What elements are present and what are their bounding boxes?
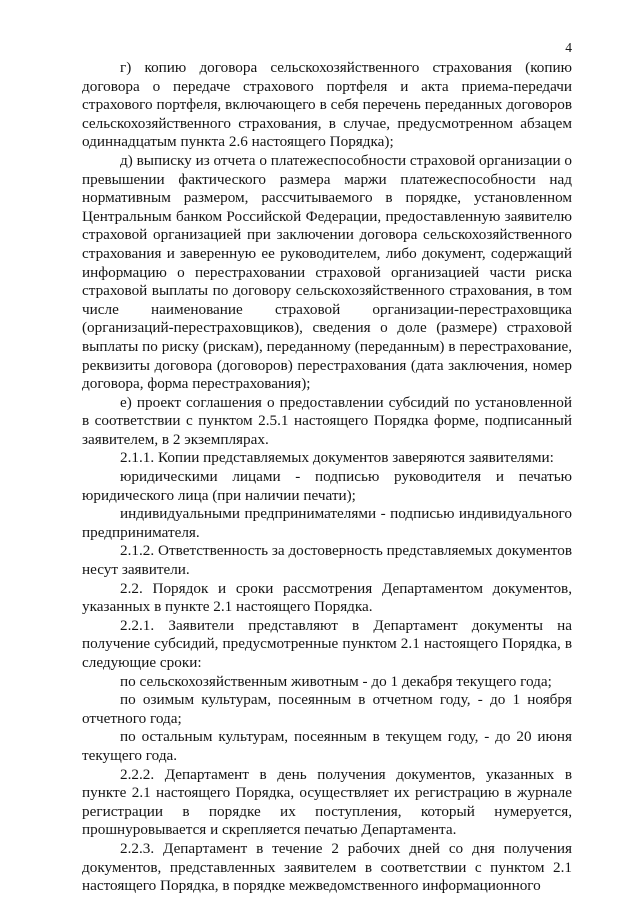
paragraph-2-2-3: 2.2.3. Департамент в течение 2 рабочих дней со дня получения документов, представленных заявителем в соответствии с пунктом 2.1 настоящего Порядка, в порядке межведомственного информационного (82, 839, 572, 895)
paragraph-animals-deadline: по сельскохозяйственным животным - до 1 декабря текущего года; (120, 672, 552, 690)
paragraph-2-1-2: 2.1.2. Ответственность за достоверность представляемых документов несут заявители. (82, 542, 572, 579)
paragraph-item-g: г) копию договора сельскохозяйственного страхования (копию договора о передаче страхового портфеля и акта приема-передачи страхового портфеля, включающего в себя перечень переданных договоров сельскохозяйственного страхования, в случае, предусмотренном абзацем одиннадцатым пункта 2.6 настоящего Порядка); (82, 59, 572, 151)
page-number: 4 (565, 40, 572, 55)
paragraph-item-d: д) выписку из отчета о платежеспособности страховой организации о превышении фактического размера маржи платежеспособности над нормативным размером, рассчитываемого в порядке, установленном Центральным банком Российской Федерации, предоставленную заявителю страховой организацией при заключении договора сельскохозяйственного страхования и заверенную ее руководителем, либо документ, содержащий информацию о перестраховании страховой организацией части риска страховой выплаты по договору сельскохозяйственного страхования, в том числе наименование страховой организации-перестраховщика (организаций-перестраховщиков), сведения о доле (размере) страховой выплаты по риску (рискам), переданному (переданным) в перестрахование, реквизиты договора (договоров) перестрахования (дата заключения, номер договора, форма перестрахования); (82, 151, 572, 393)
paragraph-2-2-2: 2.2.2. Департамент в день получения документов, указанных в пункте 2.1 настоящего Порядка, осуществляет их регистрацию в журнале регистрации в порядке их поступления, который нумеруется, прошнуровывается и скрепляется печатью Департамента. (82, 765, 572, 839)
paragraph-legal-entities: юридическими лицами - подписью руководителя и печатью юридического лица (при наличии печати); (82, 468, 572, 504)
paragraph-individual-entrepreneurs: индивидуальными предпринимателями - подписью индивидуального предпринимателя. (82, 505, 572, 541)
paragraph-other-crops-deadline: по остальным культурам, посеянным в текущем году, - до 20 июня текущего года. (82, 728, 572, 764)
paragraph-winter-crops-deadline: по озимым культурам, посеянным в отчетном году, - до 1 ноября отчетного года; (82, 691, 572, 727)
paragraph-2-2-1: 2.2.1. Заявители представляют в Департамент документы на получение субсидий, предусмотренные пунктом 2.1 настоящего Порядка, в следующие сроки: (82, 616, 572, 671)
paragraph-2-2: 2.2. Порядок и сроки рассмотрения Департаментом документов, указанных в пункте 2.1 настоящего Порядка. (82, 579, 572, 616)
paragraph-item-e: е) проект соглашения о предоставлении субсидий по установленной в соответствии с пунктом 2.5.1 настоящего Порядка форме, подписанный заявителем, в 2 экземплярах. (82, 393, 572, 448)
document-body (82, 59, 572, 896)
paragraph-2-1-1: 2.1.1. Копии представляемых документов заверяются заявителями: (120, 449, 554, 467)
